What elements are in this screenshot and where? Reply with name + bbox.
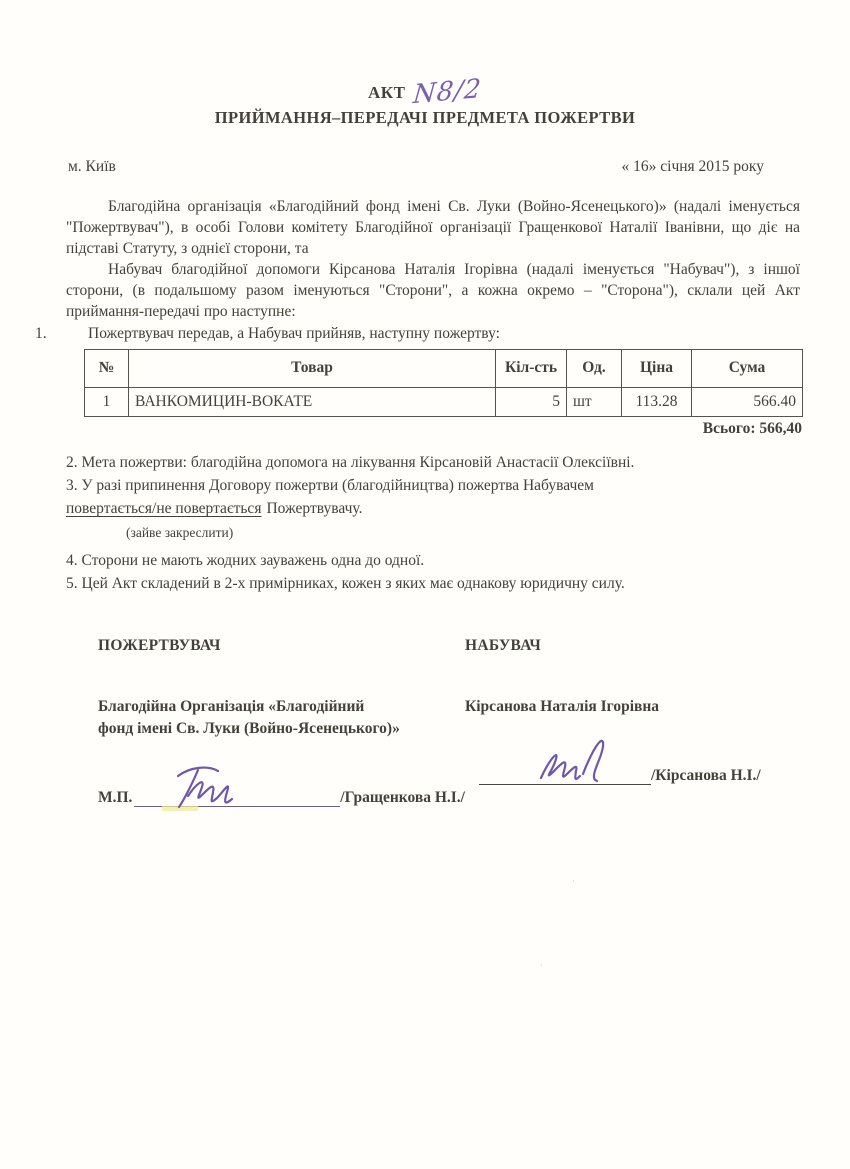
- city-label: м. Київ: [68, 157, 116, 175]
- recipient-signature-column: [465, 637, 850, 807]
- term-4: 4. Сторони не мають жодних зауважень одна до одної.: [66, 551, 425, 569]
- table-row: [85, 387, 803, 416]
- terms-list: [66, 452, 790, 595]
- act-label: АКТ: [367, 83, 406, 102]
- scan-speck: ·: [540, 960, 543, 970]
- cell-sum: 566.40: [692, 387, 803, 416]
- act-title-line: [0, 73, 850, 111]
- donor-heading: ПОЖЕРТВУВАЧ: [98, 636, 221, 654]
- term-2: 2. Мета пожертви: благодійна допомога на лікування Кірсановій Анастасії Олексіївні.: [66, 453, 635, 471]
- term-3-tail: Пожертвувачу.: [266, 499, 363, 517]
- scan-speck: ·: [572, 876, 575, 886]
- col-header-number: №: [85, 349, 129, 387]
- paragraph-donor: Благодійна організація «Благодійний фонд імені Св. Луки (Войно-Ясенецького)» (надалі іменується "Пожертвувач"), в особі Голови комітету Благодійної організації Гращенкової Наталії Іванівни, що діє на підставі Статуту, з однієї сторони, та: [66, 197, 800, 257]
- term-5: 5. Цей Акт складений в 2-х примірниках, кожен з яких має однакову юридичну силу.: [66, 574, 625, 592]
- date-label: « 16» січня 2015 року: [621, 157, 764, 175]
- list-item-1: [35, 323, 800, 344]
- donor-signatory-name: /Гращенкова Н.І./: [340, 788, 465, 806]
- stamp-place-label: М.П.: [98, 788, 133, 806]
- cell-product-name: ВАНКОМИЦИН-ВОКАТЕ: [129, 387, 496, 416]
- donor-signature-row: [98, 786, 465, 807]
- list-item-1-text: Пожертвувач передав, а Набувач прийняв, наступну пожертву:: [88, 324, 500, 342]
- recipient-handwritten-signature: [531, 736, 631, 792]
- recipient-signature-line: [479, 764, 651, 785]
- donor-org-line2: фонд імені Св. Луки (Войно-Ясенецького)»: [98, 719, 400, 737]
- term-3-note: (зайве закреслити): [126, 524, 234, 540]
- col-header-unit: Од.: [567, 349, 622, 387]
- term-3-line1: 3. У разі припинення Договору пожертви (благодійництва) пожертва Набувачем: [66, 476, 594, 494]
- term-3-line2: [66, 498, 790, 520]
- col-header-price: Ціна: [622, 349, 692, 387]
- donor-org-line1: Благодійна Організація «Благодійний: [98, 697, 365, 715]
- donor-signature-line: [134, 786, 340, 807]
- col-header-quantity: Кіл-сть: [496, 349, 567, 387]
- handwritten-act-number: N8/2: [412, 73, 484, 111]
- col-header-sum: Сума: [692, 349, 803, 387]
- donor-organization-name: [98, 696, 465, 740]
- city-date-line: [68, 158, 764, 176]
- cell-unit: шт: [567, 387, 622, 416]
- document-subtitle: ПРИЙМАННЯ–ПЕРЕДАЧІ ПРЕДМЕТА ПОЖЕРТВИ: [214, 107, 636, 127]
- recipient-heading: НАБУВАЧ: [465, 636, 542, 654]
- recipient-name-line: Кірсанова Наталія Ігорівна: [465, 697, 660, 715]
- cell-quantity: 5: [496, 387, 567, 416]
- donor-signature-column: [98, 637, 465, 807]
- recipient-signatory-name: /Кірсанова Н.І./: [651, 766, 761, 784]
- table-header-row: [85, 349, 803, 387]
- donation-items-table: [84, 349, 803, 417]
- intro-paragraphs: [66, 196, 800, 322]
- cell-price: 113.28: [622, 387, 692, 416]
- col-header-product: Товар: [129, 349, 496, 387]
- recipient-signature-row: [479, 764, 850, 785]
- donor-handwritten-signature: [164, 762, 274, 814]
- cell-row-number: 1: [85, 387, 129, 416]
- signature-section: [98, 637, 850, 807]
- total-amount: Всього: 566,40: [702, 419, 802, 437]
- term-3-underlined-choice: повертається/не повертається: [66, 499, 262, 517]
- document-title-block: [0, 0, 850, 128]
- paragraph-recipient: Набувач благодійної допомоги Кірсанова Наталія Ігорівна (надалі іменується "Набувач"), з іншої сторони, (в подальшому разом іменуються "Сторони", а кожна окремо – "Сторона"), склали цей Акт приймання-передачі про наступне:: [66, 260, 800, 320]
- list-item-1-number: 1.: [35, 324, 47, 342]
